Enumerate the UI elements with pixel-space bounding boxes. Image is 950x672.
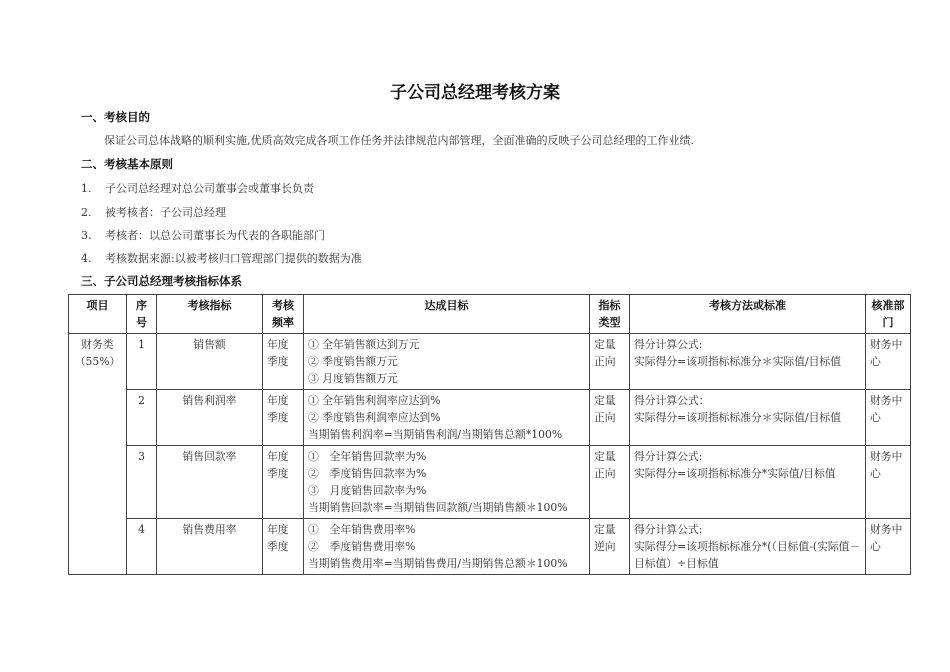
category-cell: 财务类（55%） — [69, 334, 127, 575]
table-header-row — [69, 295, 911, 334]
frequency-line: 季度 — [267, 355, 289, 368]
method-line: 得分计算公式: — [634, 450, 703, 463]
header-item: 项目 — [69, 295, 127, 334]
department-cell: 财务中心 — [866, 390, 911, 446]
seq-cell: 4 — [127, 519, 157, 575]
header-target: 达成目标 — [304, 295, 590, 334]
purpose-paragraph: 保证公司总体战略的顺利实施,优质高效完成各项工作任务并法律规范内部管理，全面准确的反映子公司总经理的工作业绩. — [104, 134, 694, 147]
type-line: 正向 — [594, 355, 616, 368]
principle-number: 4. — [81, 252, 92, 265]
target-line: ② 季度销售额万元 — [308, 355, 398, 368]
table-row — [69, 519, 911, 575]
section-heading-indicators: 三、子公司总经理考核指标体系 — [81, 274, 242, 288]
frequency-line: 年度 — [267, 523, 289, 536]
department-cell: 财务中心 — [866, 446, 911, 519]
target-cell — [304, 390, 590, 446]
indicator-cell: 销售利润率 — [157, 390, 263, 446]
frequency-cell — [263, 519, 304, 575]
header-frequency: 考核频率 — [263, 295, 304, 334]
method-cell — [630, 390, 866, 446]
principle-item — [81, 227, 325, 243]
table-row — [69, 446, 911, 519]
method-cell — [630, 446, 866, 519]
method-cell — [630, 519, 866, 575]
type-line: 定量 — [594, 394, 616, 407]
frequency-cell — [263, 390, 304, 446]
header-method: 考核方法或标准 — [630, 295, 866, 334]
frequency-line: 季度 — [267, 540, 289, 553]
principle-text: 子公司总经理对总公司董事会或董事长负责 — [105, 182, 314, 195]
method-line: 实际得分=该项指标标准分*(（目标值-(实际值－目标值）÷目标值 — [634, 540, 861, 570]
frequency-line: 季度 — [267, 411, 289, 424]
indicator-cell: 销售费用率 — [157, 519, 263, 575]
type-line: 正向 — [594, 467, 616, 480]
table-row — [69, 334, 911, 390]
method-line: 得分计算公式: — [634, 338, 703, 351]
principle-item — [81, 250, 362, 266]
method-line: 实际得分=该项指标标准分*实际值/目标值 — [634, 467, 836, 480]
target-line: ③ 月度销售额万元 — [308, 372, 398, 385]
header-type: 指标类型 — [590, 295, 630, 334]
frequency-line: 季度 — [267, 467, 289, 480]
frequency-line: 年度 — [267, 394, 289, 407]
type-line: 正向 — [594, 411, 616, 424]
target-line: 当期销售回款率=当期销售回款额/当期销售额＊100% — [308, 501, 568, 514]
principle-text: 考核数据来源:以被考核归口管理部门提供的数据为准 — [105, 252, 362, 265]
method-line: 实际得分=该项指标标准分＊实际值/目标值 — [634, 355, 842, 368]
target-cell — [304, 446, 590, 519]
type-line: 逆向 — [594, 540, 616, 553]
type-cell — [590, 519, 630, 575]
principle-number: 1. — [81, 182, 92, 195]
principle-text: 考核者：以总公司董事长为代表的各职能部门 — [105, 229, 325, 242]
target-line: ① 全年销售利润率应达到% — [308, 394, 441, 407]
target-cell — [304, 334, 590, 390]
target-line: ② 季度销售费用率% — [308, 540, 416, 553]
header-indicator: 考核指标 — [157, 295, 263, 334]
type-line: 定量 — [594, 523, 616, 536]
frequency-line: 年度 — [267, 338, 289, 351]
principle-number: 3. — [81, 229, 92, 242]
target-line: ② 季度销售利润率应达到% — [308, 411, 441, 424]
principle-text: 被考核者：子公司总经理 — [105, 206, 226, 219]
type-line: 定量 — [594, 338, 616, 351]
method-line: 得分计算公式： — [634, 394, 710, 407]
type-cell — [590, 390, 630, 446]
header-seq: 序号 — [127, 295, 157, 334]
seq-cell: 3 — [127, 446, 157, 519]
type-line: 定量 — [594, 450, 616, 463]
department-cell: 财务中心 — [866, 519, 911, 575]
department-cell: 财务中心 — [866, 334, 911, 390]
indicator-cell: 销售额 — [157, 334, 263, 390]
principle-item — [81, 180, 314, 196]
principle-number: 2. — [81, 206, 92, 219]
page-title: 子公司总经理考核方案 — [390, 83, 560, 103]
target-line: ① 全年销售费用率% — [308, 523, 416, 536]
type-cell — [590, 334, 630, 390]
frequency-line: 年度 — [267, 450, 289, 463]
target-line: ① 全年销售额达到万元 — [308, 338, 420, 351]
frequency-cell — [263, 334, 304, 390]
method-line: 得分计算公式: — [634, 523, 703, 536]
section-heading-principles: 二、考核基本原则 — [81, 157, 173, 171]
method-line: 实际得分=该项指标标准分＊实际值/目标值 — [634, 411, 842, 424]
target-line: ② 季度销售回款率为% — [308, 467, 427, 480]
target-line: 当期销售利润率=当期销售利润/当期销售总额*100% — [308, 428, 563, 441]
seq-cell: 2 — [127, 390, 157, 446]
header-department: 核准部门 — [866, 295, 911, 334]
frequency-cell — [263, 446, 304, 519]
target-line: ① 全年销售回款率为% — [308, 450, 427, 463]
indicator-table — [68, 294, 911, 575]
indicator-cell: 销售回款率 — [157, 446, 263, 519]
table-row — [69, 390, 911, 446]
principle-item — [81, 204, 226, 220]
seq-cell: 1 — [127, 334, 157, 390]
section-heading-purpose: 一、考核目的 — [81, 110, 150, 124]
target-cell — [304, 519, 590, 575]
type-cell — [590, 446, 630, 519]
target-line: 当期销售费用率=当期销售费用/当期销售总额＊100% — [308, 557, 568, 570]
method-cell — [630, 334, 866, 390]
target-line: ③ 月度销售回款率为% — [308, 484, 427, 497]
